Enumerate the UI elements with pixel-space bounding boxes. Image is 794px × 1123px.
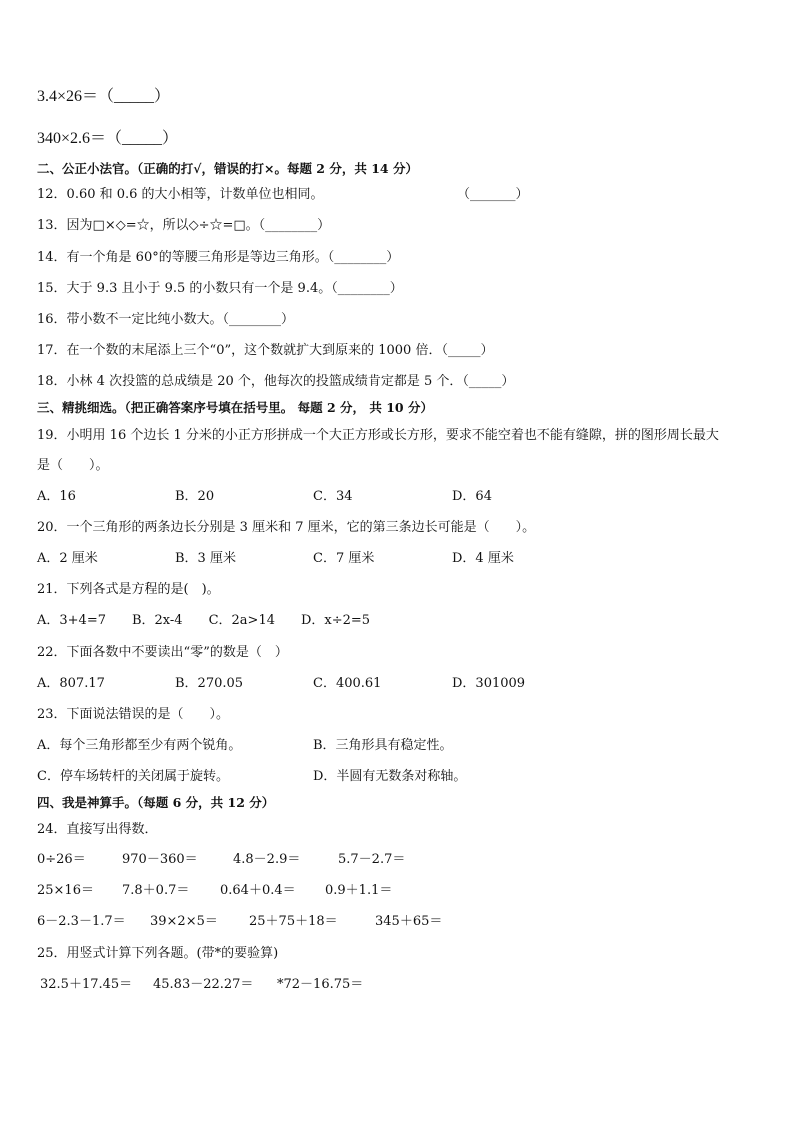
calc-item: 0÷26＝ (37, 852, 86, 867)
calc-item: 25×16＝ (37, 883, 94, 898)
q25-item: 32.5＋17.45＝ (40, 977, 133, 992)
question-17: 17．在一个数的末尾添上三个“0”，这个数就扩大到原来的 1000 倍．（_____） (37, 343, 494, 358)
question-14: 14．有一个角是 60°的等腰三角形是等边三角形。（________） (37, 250, 400, 265)
question-22: 22．下面各数中不要读出“零”的数是（ ） (37, 645, 288, 660)
question-18: 18．小林 4 次投篮的总成绩是 20 个，他每次的投篮成绩肯定都是 5 个．（_____） (37, 374, 515, 389)
question-12-blank: （_______） (457, 187, 529, 202)
section-2-title: 二、公正小法官。（正确的打√，错误的打×。每题 2 分，共 14 分） (37, 161, 418, 176)
q20-option-a: A．2 厘米 (37, 551, 98, 566)
q23-option-b: B．三角形具有稳定性。 (313, 738, 453, 753)
q22-option-d: D．301009 (452, 676, 526, 691)
calc-item: 6－2.3－1.7＝ (37, 914, 126, 929)
calc-item: 4.8－2.9＝ (233, 852, 301, 867)
section-3-title: 三、精挑细选。（把正确答案序号填在括号里。 每题 2 分， 共 10 分） (37, 400, 433, 415)
calc-item: 5.7－2.7＝ (338, 852, 406, 867)
calc-item: 39×2×5＝ (150, 914, 218, 929)
q22-option-c: C．400.61 (313, 676, 382, 691)
q21-options: A．3+4=7 B．2x-4 C．2a>14 D．x÷2=5 (37, 613, 371, 628)
q23-option-a: A．每个三角形都至少有两个锐角。 (37, 738, 242, 753)
question-23: 23．下面说法错误的是（ ）。 (37, 707, 230, 722)
q20-option-c: C．7 厘米 (313, 551, 375, 566)
calc-item: 7.8＋0.7＝ (122, 883, 190, 898)
q23-option-c: C．停车场转杆的关闭属于旋转。 (37, 769, 229, 784)
calc-item: 345＋65＝ (375, 914, 443, 929)
calc-item: 970－360＝ (122, 852, 198, 867)
q20-option-d: D．4 厘米 (452, 551, 514, 566)
question-13: 13．因为□×◇=☆，所以◇÷☆=□。（________） (37, 218, 331, 233)
calc-line-2: 340×2.6＝（_____） (37, 130, 179, 147)
calc-item: 25＋75＋18＝ (249, 914, 338, 929)
question-16: 16．带小数不一定比纯小数大。（________） (37, 312, 295, 327)
q22-option-a: A．807.17 (37, 676, 105, 691)
q19-option-b: B．20 (175, 489, 215, 504)
question-21: 21．下列各式是方程的是( )。 (37, 582, 220, 597)
question-15: 15．大于 9.3 且小于 9.5 的小数只有一个是 9.4。（________） (37, 281, 403, 296)
q25-item: *72－16.75＝ (277, 977, 364, 992)
question-12: 12．0.60 和 0.6 的大小相等，计数单位也相同。 (37, 187, 324, 202)
question-19-line2: 是（ ）。 (37, 458, 109, 473)
calc-line-1: 3.4×26＝（_____） (37, 88, 171, 105)
question-24: 24．直接写出得数． (37, 822, 158, 837)
calc-item: 0.64＋0.4＝ (220, 883, 296, 898)
q20-option-b: B．3 厘米 (175, 551, 236, 566)
q22-option-b: B．270.05 (175, 676, 244, 691)
question-20: 20．一个三角形的两条边长分别是 3 厘米和 7 厘米，它的第三条边长可能是（ ）。 (37, 520, 536, 535)
q23-option-d: D．半圆有无数条对称轴。 (313, 769, 467, 784)
calc-item: 0.9＋1.1＝ (325, 883, 393, 898)
section-4-title: 四、我是神算手。（每题 6 分，共 12 分） (37, 795, 275, 810)
q19-option-a: A．16 (37, 489, 76, 504)
q19-option-c: C．34 (313, 489, 353, 504)
question-19-line1: 19．小明用 16 个边长 1 分米的小正方形拼成一个大正方形或长方形，要求不能空着也不能有缝隙，拼的图形周长最大 (37, 428, 719, 443)
q19-option-d: D．64 (452, 489, 492, 504)
question-25: 25．用竖式计算下列各题。(带*的要验算) (37, 946, 279, 961)
q25-item: 45.83－22.27＝ (153, 977, 254, 992)
